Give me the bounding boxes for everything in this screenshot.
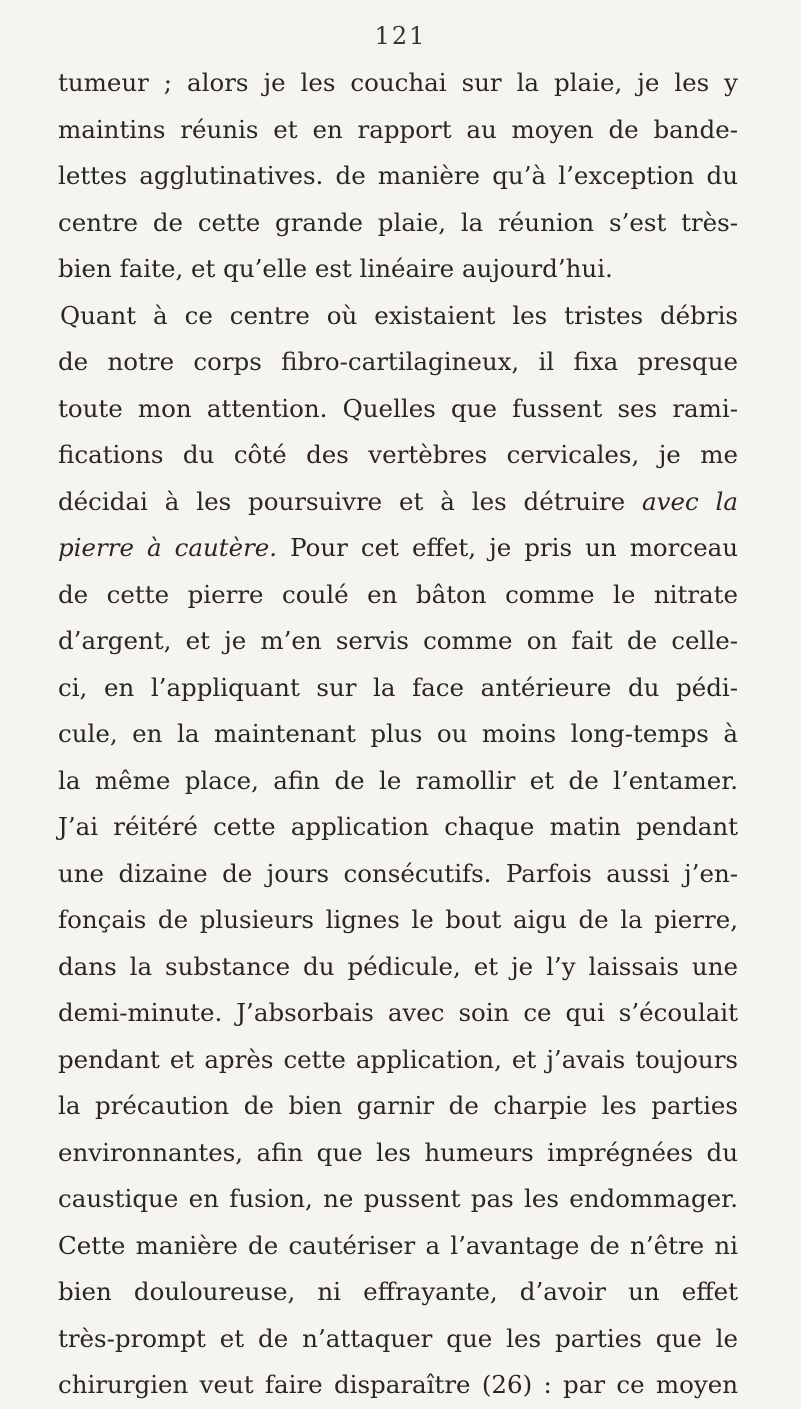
- text-line: très-prompt et de n’attaquer que les parties que le: [58, 1323, 738, 1353]
- text-line: d’argent, et je m’en servis comme on fait de celle-: [58, 626, 738, 655]
- text-line: maintins réunis et en rapport au moyen de bande-: [58, 114, 738, 144]
- text-line: fonçais de plusieurs lignes le bout aigu de la pierre,: [58, 905, 738, 934]
- text-line: toute mon attention. Quelles que fussent ses rami-: [58, 393, 738, 423]
- text-line: ci, en l’appliquant sur la face antérieure du pédi-: [58, 672, 738, 702]
- text-line: environnantes, afin que les humeurs imprégnées du: [58, 1137, 738, 1167]
- text-line: [58, 525, 738, 572]
- text-line: centre de cette grande plaie, la réunion s’est très-: [58, 207, 738, 237]
- italic-text: pierre à cautère.: [58, 533, 278, 562]
- text-line: chirurgien veut faire disparaître (26) : par ce moyen: [58, 1370, 738, 1399]
- text-line: une dizaine de jours consécutifs. Parfois aussi j’en-: [58, 858, 738, 888]
- text-line: bien douloureuse, ni effrayante, d’avoir un effet: [58, 1277, 738, 1306]
- text-line: pendant et après cette application, et j’avais toujours: [58, 1044, 738, 1074]
- line-text: bien faite, et qu’elle est linéaire aujourd’hui.: [58, 254, 613, 283]
- text-line: tumeur ; alors je les couchai sur la plaie, je les y: [58, 68, 738, 97]
- text-line: la même place, afin de le ramollir et de l’entamer.: [58, 765, 738, 795]
- text-line: demi-minute. J’absorbais avec soin ce qui s’écoulait: [58, 998, 738, 1027]
- text-line: de notre corps fibro-cartilagineux, il fixa presque: [58, 347, 738, 376]
- text-line: la précaution de bien garnir de charpie les parties: [58, 1091, 738, 1120]
- line-text: décidai à les poursuivre et à les détruire: [58, 486, 642, 516]
- text-line: fications du côté des vertèbres cervicales, je me: [58, 440, 738, 469]
- line-text: Pour cet effet, je pris un morceau: [277, 533, 739, 562]
- text-line: dans la substance du pédicule, et je l’y laissais une: [58, 951, 738, 981]
- text-line: J’ai réitéré cette application chaque matin pendant: [58, 812, 738, 841]
- text-line: [58, 479, 738, 526]
- text-line: [58, 246, 738, 293]
- paragraph-start-line: Quant à ce centre où existaient les tristes débris: [60, 300, 738, 330]
- italic-text: avec la: [642, 486, 738, 516]
- text-line: cule, en la maintenant plus ou moins long-temps à: [58, 719, 738, 748]
- body-text: [58, 60, 738, 1409]
- text-line: lettes agglutinatives. de manière qu’à l’exception du: [58, 161, 738, 190]
- page-number: 121: [374, 22, 427, 50]
- text-line: caustique en fusion, ne pussent pas les endommager.: [58, 1184, 738, 1213]
- text-line: Cette manière de cautériser a l’avantage de n’être ni: [58, 1230, 738, 1260]
- text-line: de cette pierre coulé en bâton comme le nitrate: [58, 579, 738, 609]
